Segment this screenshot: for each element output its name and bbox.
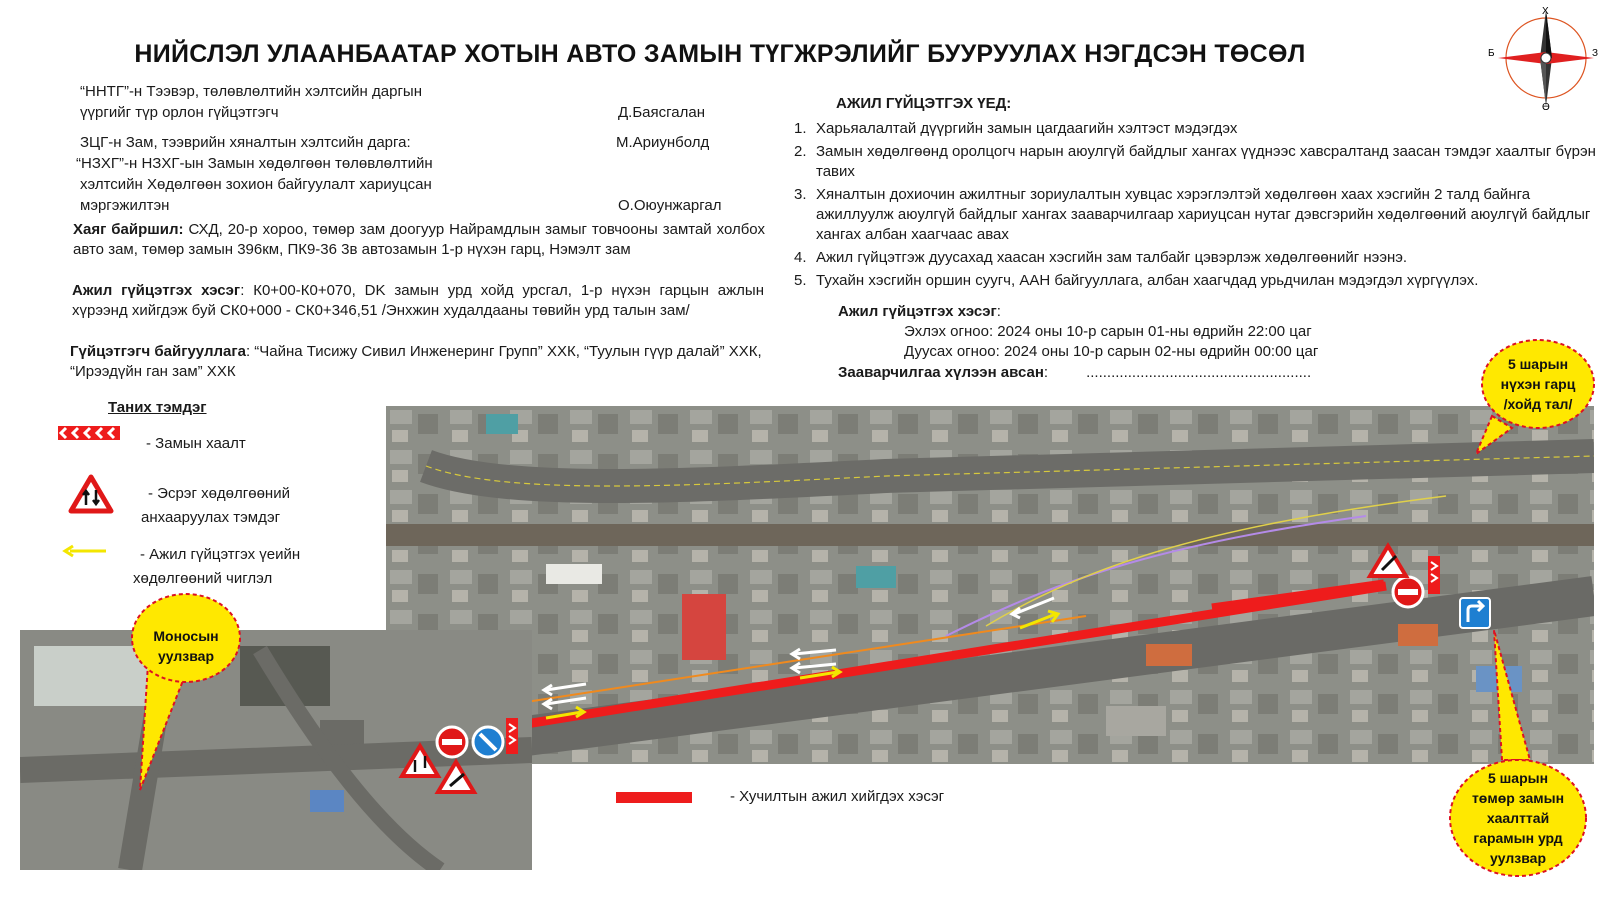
page-title: НИЙСЛЭЛ УЛААНБААТАР ХОТЫН АВТО ЗАМЫН ТҮГЖРЭЛИЙГ БУУРУУЛАХ НЭГДСЭН ТӨСӨЛ — [134, 40, 1306, 68]
work-section-text: : К0+00-К0+070, DK замын урд хойд урсгал, 1-р нүхэн гарцын ажлын хүрээнд хийгдэж буй СК0+000 - СК0+346,51 /Энхжин худалдааны төвийн урд талын зам/ — [72, 282, 765, 319]
during-work-list — [794, 119, 1596, 291]
approval-1-line2: үүргийг түр орлон гүйцэтгэгч — [80, 104, 279, 121]
during-work-item: 3. Хяналтын дохиочин ажилтныг зориулалтын хувцас хэрэглэлтэй хөдөлгөөн хаах хэсгийн 2 талд байнга ажиллуулж аюулгүй байдлыг хангах зааварчилгаар хариуцсан нутаг дэвсгэрийн хөдөлгөөний аюулгүй байдлыг хангах албан хаагчаас авах — [794, 186, 1591, 243]
during-work-item: 4. Ажил гүйцэтгэж дуусахад хаасан хэсгийн зам талбайг цэвэрлэж хөдөлгөөнийг нээнэ. — [794, 249, 1408, 266]
road-closure-swatch — [58, 426, 120, 440]
contractor-label: Гүйцэтгэгч байгууллага — [70, 343, 246, 360]
legend-two-way-1: - Эсрэг хөдөлгөөний — [148, 485, 290, 502]
legend-road-closure: - Замын хаалт — [146, 435, 246, 452]
monos-callout-bubble — [128, 590, 244, 800]
schedule-start: Эхлэх огноо: 2024 оны 10-р сарын 01-ны өдрийн 22:00 цаг — [904, 323, 1312, 340]
legend-detour-2: хөдөлгөөний чиглэл — [133, 570, 273, 587]
two-way-warning-icon — [68, 474, 114, 514]
address-block — [73, 220, 765, 260]
work-zone-swatch — [616, 792, 692, 803]
work-section-block — [72, 281, 764, 321]
during-work-item: 1. Харьяалалтай дүүргийн замын цагдаагийн хэлтэст мэдэгдэх — [794, 120, 1238, 137]
road-closure-left — [506, 718, 518, 754]
compass-west: Б — [1488, 48, 1495, 59]
south-callout: 5 шарын төмөр замын хаалттай гарамын урд уулзвар — [1471, 770, 1565, 866]
contractor-text: : “Чайна Тисижу Сивил Инженеринг Групп” ХХК, “Туулын гүүр далай” ХХК, “Ирээдүйн ган зам” ХХК — [70, 343, 762, 380]
during-work-heading: АЖИЛ ГҮЙЦЭТГЭХ ҮЕД: — [836, 95, 1012, 112]
approval-3-line2: хэлтсийн Хөдөлгөөн зохион байгуулалт хариуцсан — [80, 176, 432, 193]
north-callout: 5 шарын нүхэн гарц /хойд тал/ — [1500, 356, 1576, 412]
legend-heading: Таних тэмдэг — [108, 399, 207, 416]
legend-two-way-2: анхааруулах тэмдэг — [141, 509, 281, 526]
approval-3-name: О.Оюунжаргал — [618, 197, 722, 214]
approval-1-line1: “ННТГ”-н Тээвэр, төлөвлөлтийн хэлтсийн даргын — [80, 83, 422, 100]
compass-rose — [1488, 2, 1600, 112]
legend-work-zone: - Хучилтын ажил хийгдэх хэсэг — [730, 788, 945, 805]
compass-north: Х — [1542, 6, 1549, 17]
approval-1-name: Д.Баясгалан — [618, 104, 705, 121]
satellite-map-main[interactable] — [386, 406, 1594, 764]
map-inset-drawing — [20, 630, 532, 870]
address-label: Хаяг байршил: — [73, 221, 184, 238]
satellite-map-inset[interactable] — [20, 630, 532, 870]
legend-detour-1: - Ажил гүйцэтгэх үеийн — [140, 546, 301, 563]
schedule-label-row: Ажил гүйцэтгэх хэсэг: — [838, 303, 1001, 320]
turn-right-sign — [1460, 598, 1490, 628]
work-section-label: Ажил гүйцэтгэх хэсэг — [72, 282, 241, 299]
detour-arrow-icon — [62, 544, 108, 558]
map-main-drawing — [386, 406, 1594, 764]
instruction-row: Зааварчилгаа хүлээн авсан: ...................................................... — [838, 364, 1312, 381]
address-text: СХД, 20-р хороо, төмөр зам доогуур Найрамдлын замыг товчооны замтай холбох авто зам, төмөр замын 396км, ПК9-36 3в автозамын 1-р нүхэн гарц, Нэмэлт зам — [73, 221, 765, 258]
approval-2-line1: ЗЦГ-н Зам, тээврийн хяналтын хэлтсийн дарга: — [80, 134, 411, 151]
during-work-item: 2. Замын хөдөлгөөнд оролцогч нарын аюулгүй байдлыг хангах үүднээс хавсралтанд заасан тэмдэг хаалтыг бүрэн тавих — [794, 143, 1596, 180]
during-work-item: 5. Тухайн хэсгийн оршин суугч, ААН байгууллага, албан хаагчдад урьдчилан мэдэгдэл хүргүүлэх. — [794, 272, 1479, 289]
monos-callout: Моносын уулзвар — [153, 628, 219, 664]
schedule-end: Дуусах огноо: 2024 оны 10-р сарын 02-ны өдрийн 00:00 цаг — [904, 343, 1319, 360]
compass-east: З — [1592, 48, 1599, 59]
compass-south: Ө — [1542, 102, 1550, 112]
approval-3-line3: мэргэжилтэн — [80, 197, 170, 214]
approval-2-name: М.Ариунболд — [616, 134, 710, 151]
contractor-block — [70, 342, 762, 382]
approval-3-line1: “НЗХГ”-н НЗХГ-ын Замын хөдөлгөөн төлөвлөлтийн — [76, 155, 433, 172]
